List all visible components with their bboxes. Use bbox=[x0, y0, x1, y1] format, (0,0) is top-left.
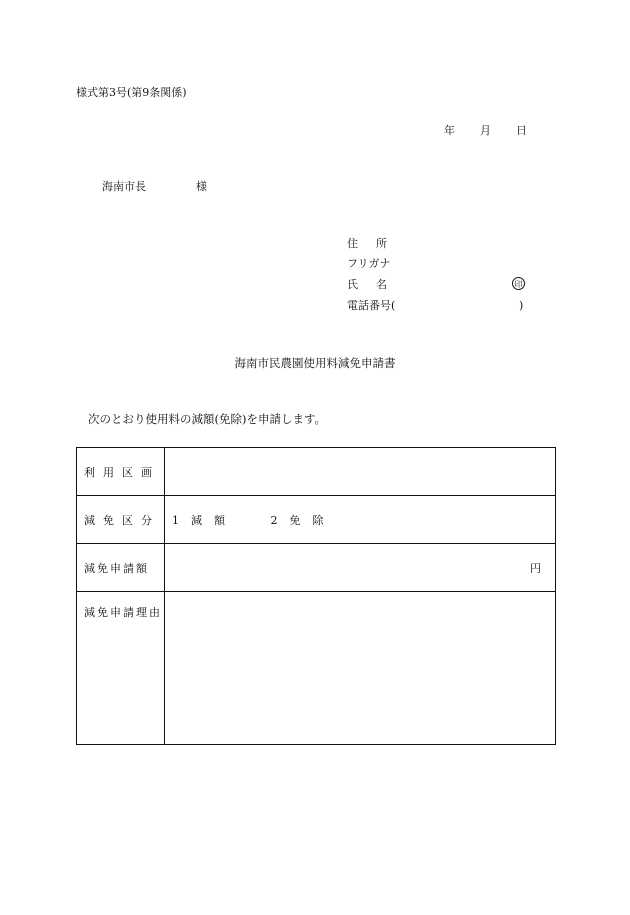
applicant-phone-label: 電話番号( bbox=[347, 299, 396, 312]
yen-unit: 円 bbox=[530, 561, 541, 575]
category-field bbox=[165, 496, 556, 544]
amount-field[interactable] bbox=[165, 544, 556, 592]
document-title: 海南市民農園使用料減免申請書 bbox=[234, 356, 396, 370]
reason-field[interactable] bbox=[165, 592, 556, 745]
seal-mark-icon: 印 bbox=[512, 277, 525, 290]
applicant-address-label: 住所 bbox=[347, 237, 405, 250]
applicant-phone-close: ) bbox=[519, 299, 524, 312]
date-day-label: 日 bbox=[516, 124, 527, 137]
table-row-reason bbox=[77, 592, 556, 745]
applicant-name-label: 氏名 bbox=[347, 278, 405, 291]
option-exemption-number: 2 bbox=[270, 513, 278, 527]
reason-label: 減免申請理由 bbox=[77, 592, 165, 745]
table-row-amount bbox=[77, 544, 556, 592]
form-number: 様式第3号(第9条関係) bbox=[76, 86, 187, 99]
application-table bbox=[76, 447, 556, 745]
category-label: 減免区分 bbox=[77, 496, 165, 544]
plot-label: 利用区画 bbox=[77, 448, 165, 496]
addressee-honorific: 様 bbox=[196, 180, 207, 193]
option-exemption[interactable] bbox=[271, 512, 336, 528]
date-year-label: 年 bbox=[444, 124, 455, 137]
date-month-label: 月 bbox=[480, 124, 491, 137]
plot-field[interactable] bbox=[165, 448, 556, 496]
table-row-plot bbox=[77, 448, 556, 496]
table-row-category bbox=[77, 496, 556, 544]
addressee-name: 海南市長 bbox=[102, 180, 146, 193]
option-reduction[interactable] bbox=[172, 512, 237, 528]
amount-label: 減免申請額 bbox=[77, 544, 165, 592]
option-exemption-text: 免除 bbox=[289, 513, 336, 527]
applicant-furigana-label: フリガナ bbox=[347, 257, 391, 270]
intro-text: 次のとおり使用料の減額(免除)を申請します。 bbox=[88, 412, 327, 426]
option-reduction-number: 1 bbox=[172, 513, 179, 527]
option-reduction-text: 減額 bbox=[191, 513, 237, 527]
